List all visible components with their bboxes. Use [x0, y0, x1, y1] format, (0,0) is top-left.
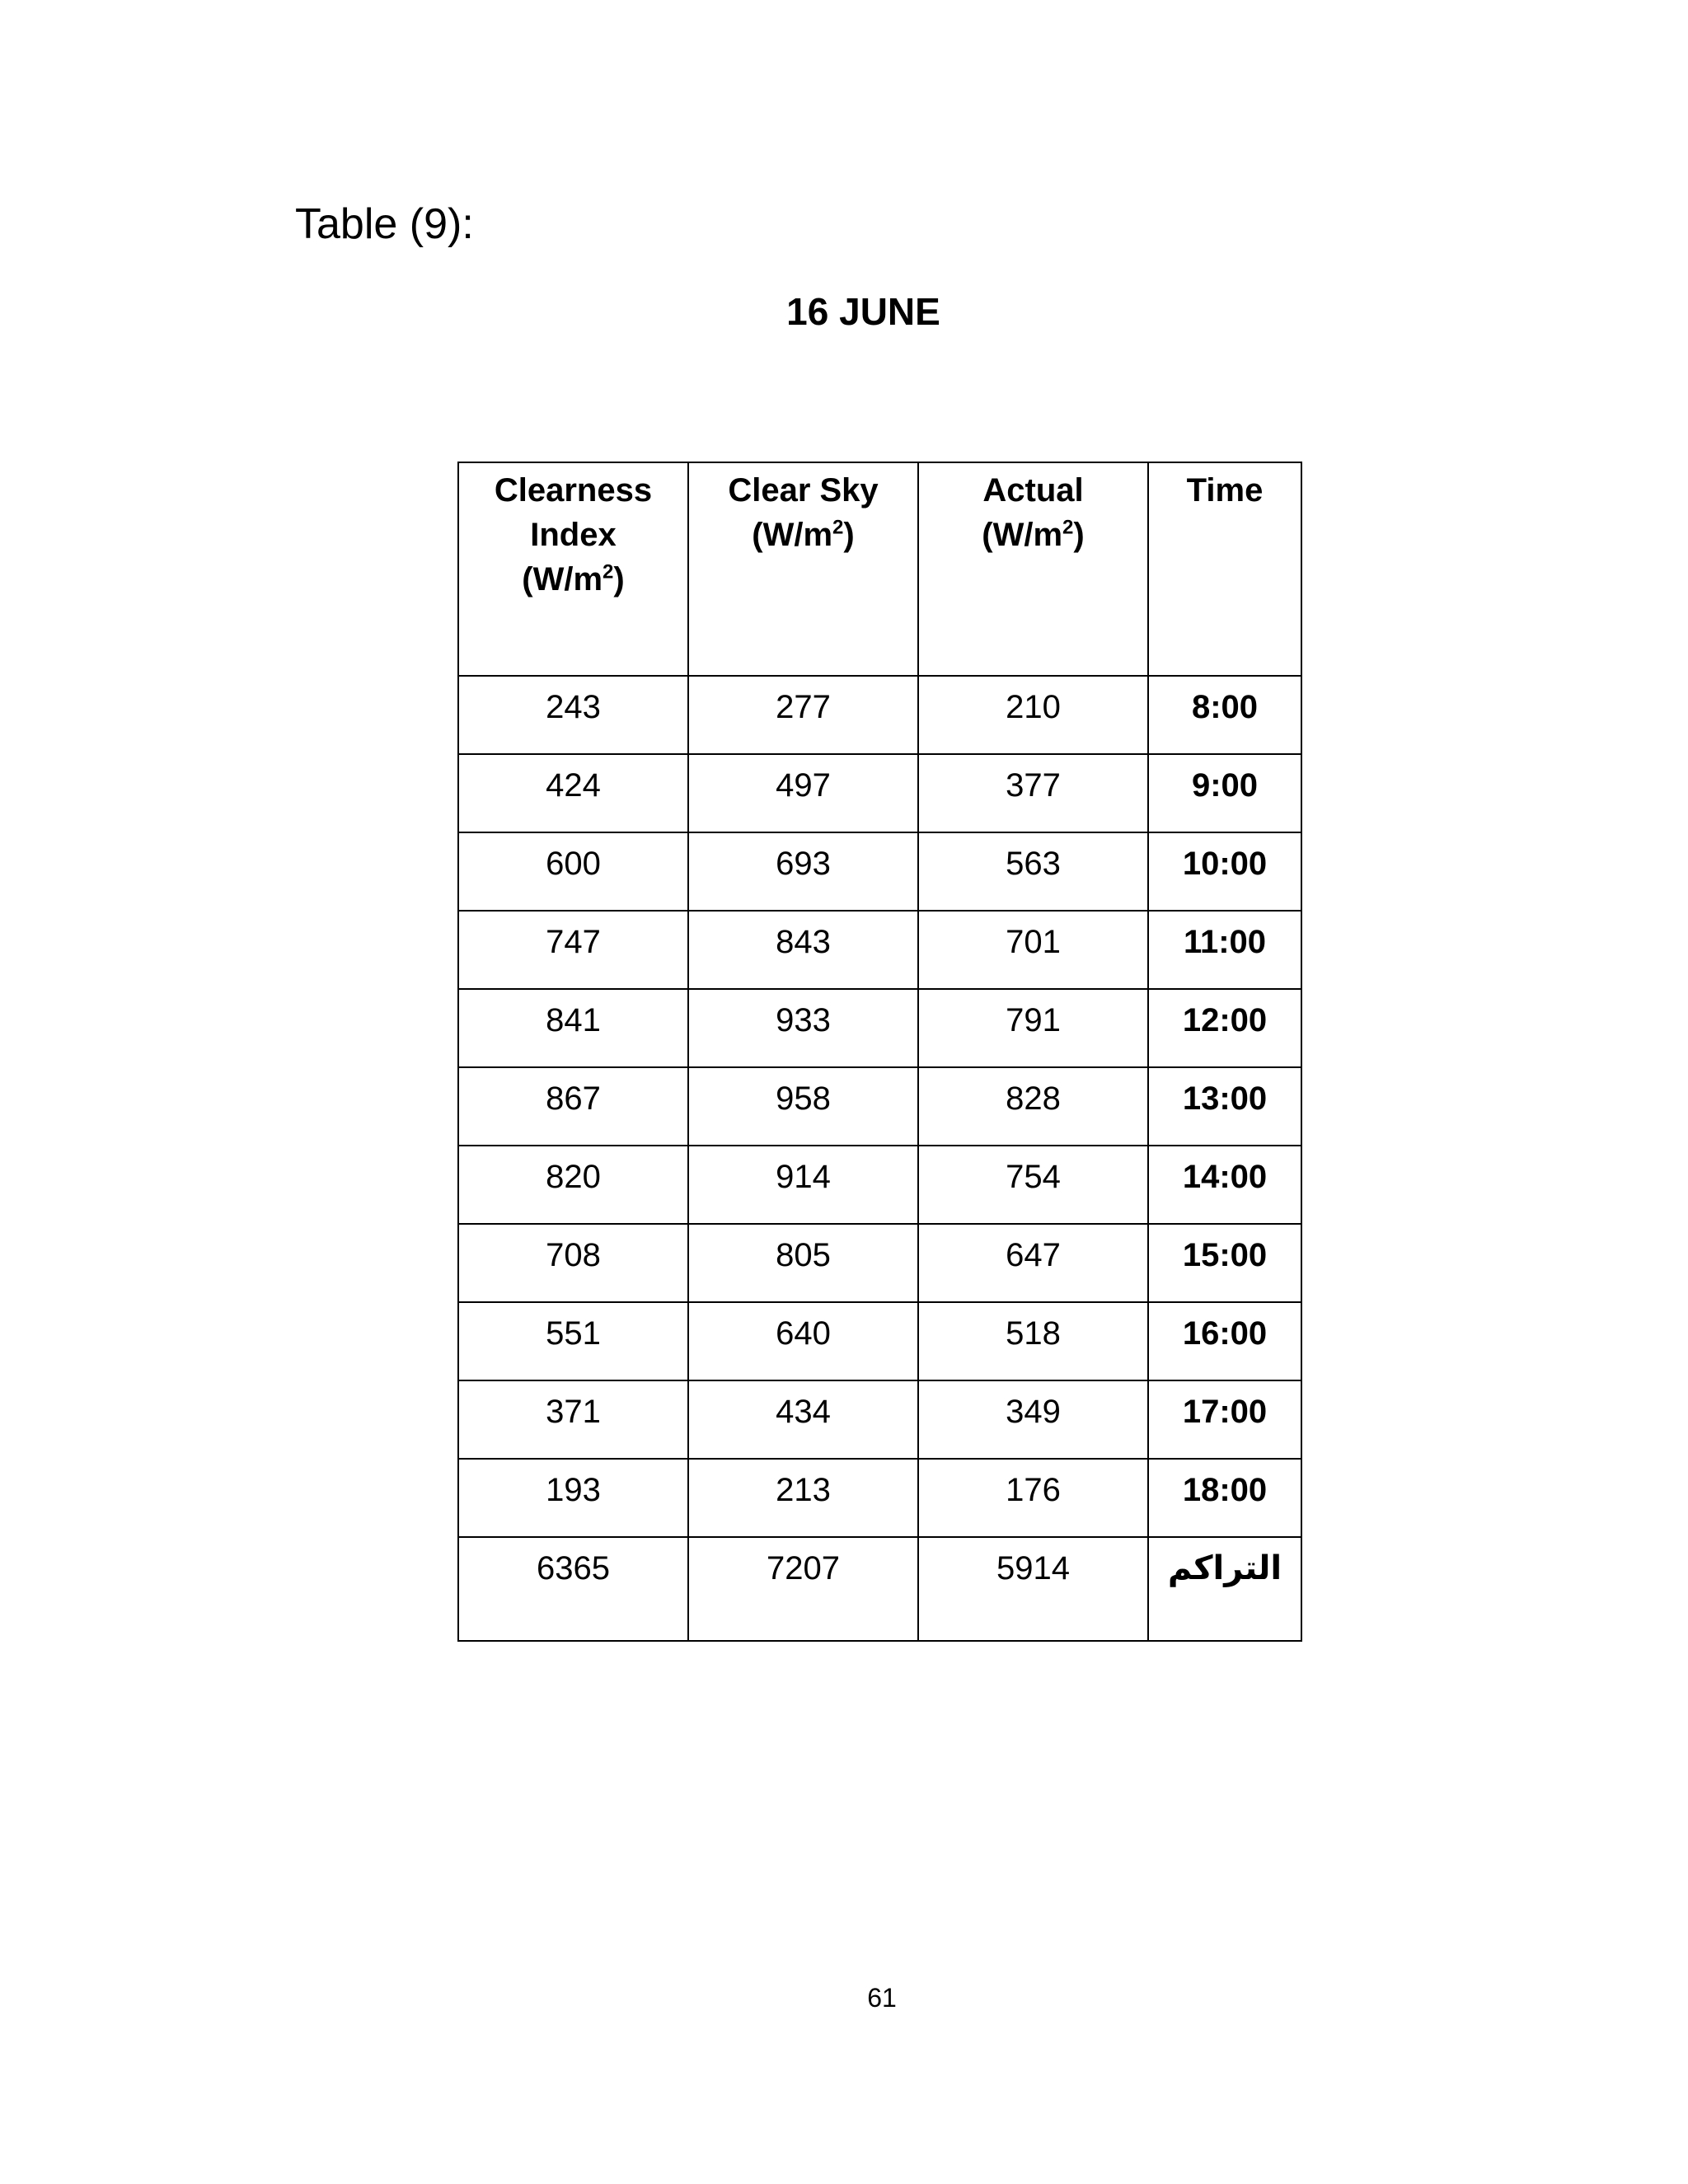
cell-clear-sky: 693 [688, 832, 918, 911]
cell-actual: 647 [918, 1224, 1148, 1302]
cell-actual: 377 [918, 754, 1148, 832]
cell-clearness: 424 [458, 754, 688, 832]
header-actual: Actual $(W/m^2)$ [918, 462, 1148, 676]
cell-time: 16:00 [1148, 1302, 1301, 1380]
cell-actual: 518 [918, 1302, 1148, 1380]
cell-clear-sky: 434 [688, 1380, 918, 1459]
table-heading: 16 JUNE [786, 290, 940, 333]
cell-clearness: 747 [458, 911, 688, 989]
cell-actual: 828 [918, 1067, 1148, 1146]
cell-time: 17:00 [1148, 1380, 1301, 1459]
cell-time: 8:00 [1148, 676, 1301, 754]
cell-clearness: 841 [458, 989, 688, 1067]
cell-clearness: 551 [458, 1302, 688, 1380]
cell-clearness: 867 [458, 1067, 688, 1146]
cell-time: 12:00 [1148, 989, 1301, 1067]
cell-clear-sky: 213 [688, 1459, 918, 1537]
cell-clearness: 600 [458, 832, 688, 911]
header-clearness-index: Clearness Index $(W/m^2)$ [458, 462, 688, 676]
table-row [458, 1459, 1301, 1537]
cell-time: 10:00 [1148, 832, 1301, 911]
cell-time: 13:00 [1148, 1067, 1301, 1146]
total-label: التراكم [1148, 1537, 1301, 1641]
table-header-row [458, 462, 1301, 676]
cell-actual: 701 [918, 911, 1148, 989]
table-row [458, 832, 1301, 911]
total-clear-sky: 7207 [688, 1537, 918, 1641]
cell-time: 9:00 [1148, 754, 1301, 832]
table-row [458, 754, 1301, 832]
cell-clear-sky: 914 [688, 1146, 918, 1224]
cell-clear-sky: 640 [688, 1302, 918, 1380]
cell-clearness: 193 [458, 1459, 688, 1537]
cell-time: 15:00 [1148, 1224, 1301, 1302]
cell-actual: 563 [918, 832, 1148, 911]
cell-clearness: 820 [458, 1146, 688, 1224]
radiation-table [457, 462, 1302, 1642]
header-time: Time [1148, 462, 1301, 676]
table-row [458, 1224, 1301, 1302]
cell-clear-sky: 277 [688, 676, 918, 754]
cell-clear-sky: 497 [688, 754, 918, 832]
total-actual: 5914 [918, 1537, 1148, 1641]
table-row [458, 1302, 1301, 1380]
cell-clear-sky: 843 [688, 911, 918, 989]
cell-time: 18:00 [1148, 1459, 1301, 1537]
table-row [458, 1067, 1301, 1146]
table-row [458, 676, 1301, 754]
total-clearness: 6365 [458, 1537, 688, 1641]
cell-clearness: 371 [458, 1380, 688, 1459]
page-number: 61 [867, 1983, 897, 2013]
table-row [458, 911, 1301, 989]
table-row [458, 1380, 1301, 1459]
cell-time: 11:00 [1148, 911, 1301, 989]
cell-actual: 791 [918, 989, 1148, 1067]
cell-clearness: 243 [458, 676, 688, 754]
table-total-row [458, 1537, 1301, 1641]
cell-actual: 210 [918, 676, 1148, 754]
cell-clearness: 708 [458, 1224, 688, 1302]
table-row [458, 989, 1301, 1067]
table-caption: Table (9): [295, 200, 474, 248]
cell-clear-sky: 958 [688, 1067, 918, 1146]
cell-clear-sky: 805 [688, 1224, 918, 1302]
table-row [458, 1146, 1301, 1224]
cell-actual: 754 [918, 1146, 1148, 1224]
cell-clear-sky: 933 [688, 989, 918, 1067]
cell-time: 14:00 [1148, 1146, 1301, 1224]
cell-actual: 349 [918, 1380, 1148, 1459]
header-clear-sky: Clear Sky $(W/m^2)$ [688, 462, 918, 676]
cell-actual: 176 [918, 1459, 1148, 1537]
